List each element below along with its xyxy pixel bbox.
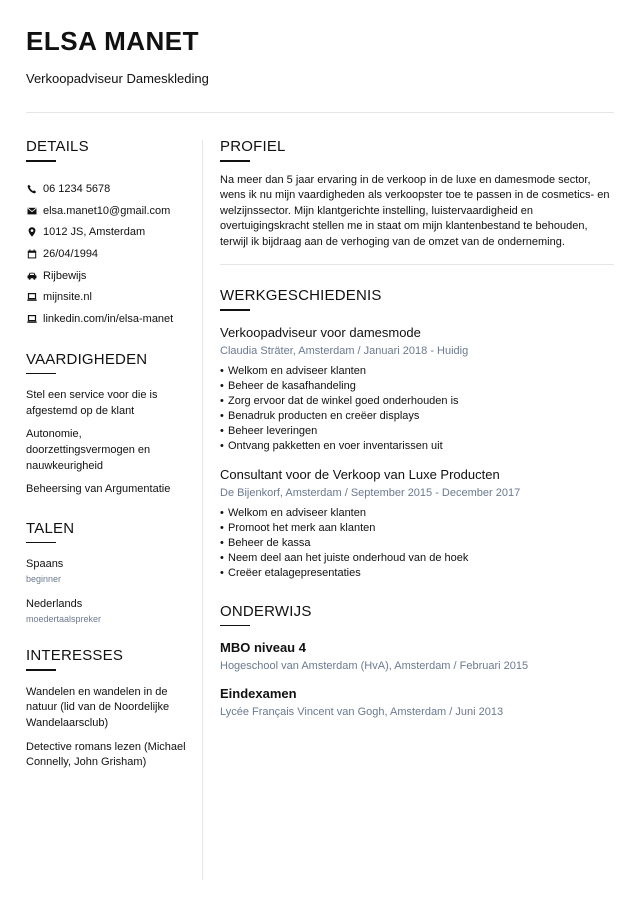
bullet-dot-icon: • bbox=[220, 552, 224, 565]
education-entry-title: MBO niveau 4 bbox=[220, 640, 306, 656]
detail-license-text: Rijbewijs bbox=[43, 269, 87, 282]
job-entry-meta: Claudia Sträter, Amsterdam / Januari 2018 - Huidig bbox=[220, 344, 469, 357]
profile-heading: PROFIEL bbox=[220, 138, 286, 155]
detail-birthdate bbox=[26, 243, 191, 265]
interests-section bbox=[26, 647, 191, 770]
linkedin-icon bbox=[26, 313, 38, 325]
job-entry bbox=[220, 467, 614, 581]
skills-heading-underline bbox=[26, 373, 56, 375]
job-entry-meta: De Bijenkorf, Amsterdam / September 2015 - December 2017 bbox=[220, 487, 521, 500]
job-bullet-text: Beheer leveringen bbox=[228, 424, 318, 437]
details-heading-underline bbox=[26, 160, 56, 162]
detail-phone bbox=[26, 179, 191, 201]
bullet-dot-icon: • bbox=[220, 424, 224, 437]
detail-website-text[interactable]: mijnsite.nl bbox=[43, 291, 92, 304]
job-bullet bbox=[220, 379, 614, 394]
right-column bbox=[220, 138, 614, 718]
interest-item: Detective romans lezen (Michael Connelly, John Grisham) bbox=[26, 740, 186, 769]
header-divider bbox=[26, 112, 614, 113]
skills-section bbox=[26, 351, 191, 498]
language-item bbox=[26, 557, 191, 586]
bullet-dot-icon: • bbox=[220, 522, 224, 535]
bullet-dot-icon: • bbox=[220, 537, 224, 550]
profile-text: Na meer dan 5 jaar ervaring in de verkoop in de luxe en damesmode sector, wens ik nu mijn vaardigheden als verkoopster toe te passen in de cosmetics- en welzijnssector. Mijn klantgerichte instelling, luistervaardigheid en overtuigingskracht stellen me in staat om mijn klantenbestand te behouden, terwijl ik bijdraag aan de verhoging van de omzet van de onderneming. bbox=[220, 173, 610, 248]
detail-email-text[interactable]: elsa.manet10@gmail.com bbox=[43, 204, 171, 217]
education-heading: ONDERWIJS bbox=[220, 602, 312, 620]
job-bullet-text: Welkom en adviseer klanten bbox=[228, 507, 366, 520]
languages-heading: TALEN bbox=[26, 519, 75, 537]
job-bullet-text: Promoot het merk aan klanten bbox=[228, 522, 376, 535]
interests-list bbox=[26, 685, 191, 771]
job-bullets bbox=[220, 506, 614, 581]
bullet-dot-icon: • bbox=[220, 379, 224, 392]
detail-address-text: 1012 JS, Amsterdam bbox=[43, 226, 146, 239]
education-heading-underline bbox=[220, 625, 250, 627]
job-entry-title: Consultant voor de Verkoop van Luxe Producten bbox=[220, 467, 500, 483]
job-bullet bbox=[220, 521, 614, 536]
detail-birthdate-text: 26/04/1994 bbox=[43, 248, 99, 261]
education-section bbox=[220, 603, 614, 719]
location-icon bbox=[26, 226, 38, 238]
job-bullet bbox=[220, 409, 614, 424]
work-heading-underline bbox=[220, 309, 250, 311]
job-bullet-text: Benadruk producten en creëer displays bbox=[228, 409, 420, 422]
detail-phone-text: 06 1234 5678 bbox=[43, 183, 111, 196]
job-title: Verkoopadviseur Dameskleding bbox=[26, 71, 209, 86]
job-entry bbox=[220, 325, 614, 453]
job-bullet-text: Beheer de kassa bbox=[228, 537, 311, 550]
skill-item: Beheersing van Argumentatie bbox=[26, 483, 171, 496]
interest-item: Wandelen en wandelen in de natuur (lid van de Noordelijke Wandelaarsclub) bbox=[26, 685, 170, 729]
job-bullet-text: Welkom en adviseer klanten bbox=[228, 364, 366, 377]
job-bullet bbox=[220, 551, 614, 566]
education-entry-title: Eindexamen bbox=[220, 686, 297, 702]
column-divider bbox=[202, 140, 203, 880]
details-section bbox=[26, 138, 191, 330]
detail-license bbox=[26, 265, 191, 287]
languages-heading-underline bbox=[26, 542, 56, 544]
laptop-icon bbox=[26, 291, 38, 303]
bullet-dot-icon: • bbox=[220, 364, 224, 377]
detail-website[interactable] bbox=[26, 286, 191, 308]
job-bullet-text: Creëer etalagepresentaties bbox=[228, 567, 361, 580]
bullet-dot-icon: • bbox=[220, 394, 224, 407]
detail-linkedin-text[interactable]: linkedin.com/in/elsa-manet bbox=[43, 312, 174, 325]
bullet-dot-icon: • bbox=[220, 409, 224, 422]
work-heading: WERKGESCHIEDENIS bbox=[220, 287, 382, 305]
job-bullet bbox=[220, 566, 614, 581]
car-icon bbox=[26, 270, 38, 282]
interests-heading-underline bbox=[26, 669, 56, 671]
profile-section bbox=[220, 138, 614, 265]
job-bullet bbox=[220, 506, 614, 521]
education-entry bbox=[220, 640, 614, 672]
job-bullet-text: Neem deel aan het juiste onderhoud van de hoek bbox=[228, 552, 469, 565]
bullet-dot-icon: • bbox=[220, 507, 224, 520]
job-entry-title: Verkoopadviseur voor damesmode bbox=[220, 324, 421, 340]
job-bullet bbox=[220, 424, 614, 439]
language-item bbox=[26, 597, 191, 626]
language-level: beginner bbox=[26, 574, 62, 585]
job-bullet bbox=[220, 439, 614, 454]
education-entry-meta: Lycée Français Vincent van Gogh, Amsterdam / Juni 2013 bbox=[220, 706, 504, 719]
skill-item: Stel een service voor die is afgestemd op de klant bbox=[26, 389, 158, 417]
languages-list bbox=[26, 557, 191, 626]
job-bullet-text: Beheer de kasafhandeling bbox=[228, 379, 356, 392]
language-level: moedertaalspreker bbox=[26, 614, 102, 625]
details-heading: DETAILS bbox=[26, 138, 89, 155]
details-list bbox=[26, 179, 191, 330]
job-bullet bbox=[220, 536, 614, 551]
language-name: Spaans bbox=[26, 558, 64, 571]
education-entry bbox=[220, 686, 614, 718]
skills-heading: VAARDIGHEDEN bbox=[26, 350, 148, 368]
education-entry-meta: Hogeschool van Amsterdam (HvA), Amsterdam / Februari 2015 bbox=[220, 660, 529, 673]
left-column bbox=[26, 138, 191, 771]
detail-linkedin[interactable] bbox=[26, 308, 191, 330]
job-bullet bbox=[220, 364, 614, 379]
language-name: Nederlands bbox=[26, 598, 83, 611]
job-bullet bbox=[220, 394, 614, 409]
detail-email[interactable] bbox=[26, 200, 191, 222]
detail-address bbox=[26, 222, 191, 244]
skill-item: Autonomie, doorzettingsvermogen en nauwkeurigheid bbox=[26, 428, 151, 472]
languages-section bbox=[26, 520, 191, 627]
profile-divider bbox=[220, 264, 614, 265]
interests-heading: INTERESSES bbox=[26, 647, 124, 665]
bullet-dot-icon: • bbox=[220, 567, 224, 580]
job-bullet-text: Ontvang pakketten en voer inventarissen uit bbox=[228, 439, 443, 452]
work-section bbox=[220, 287, 614, 580]
phone-icon bbox=[26, 183, 38, 195]
bullet-dot-icon: • bbox=[220, 439, 224, 452]
calendar-icon bbox=[26, 248, 38, 260]
profile-heading-underline bbox=[220, 160, 250, 162]
skills-list bbox=[26, 388, 191, 498]
job-bullets bbox=[220, 364, 614, 453]
candidate-name: ELSA MANET bbox=[26, 26, 200, 56]
email-icon bbox=[26, 205, 38, 217]
job-bullet-text: Zorg ervoor dat de winkel goed onderhouden is bbox=[228, 394, 459, 407]
